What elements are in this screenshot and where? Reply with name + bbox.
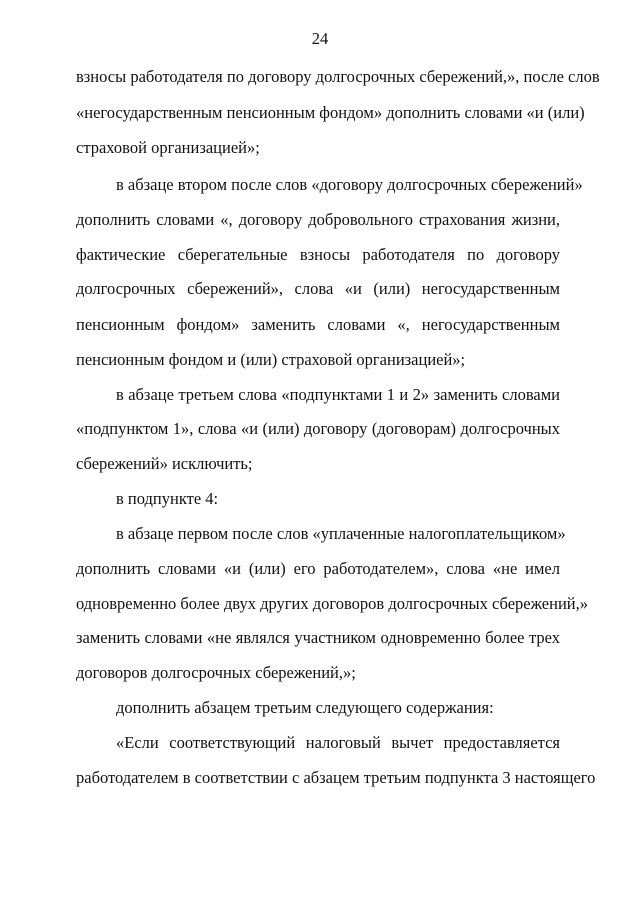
document-line: дополнить словами «и (или) его работодателем», слова «не имел bbox=[76, 559, 560, 578]
document-line: взносы работодателя по договору долгосрочных сбережений,», после слов bbox=[76, 67, 600, 86]
document-line: сбережений» исключить; bbox=[76, 454, 253, 473]
document-line: фактические сберегательные взносы работодателя по договору bbox=[76, 245, 560, 264]
document-line: дополнить абзацем третьим следующего содержания: bbox=[116, 698, 494, 717]
document-line: в абзаце первом после слов «уплаченные налогоплательщиком» bbox=[116, 524, 566, 543]
document-line: одновременно более двух других договоров долгосрочных сбережений,» bbox=[76, 594, 588, 613]
document-line: пенсионным фондом и (или) страховой организацией»; bbox=[76, 350, 466, 369]
document-line: работодателем в соответствии с абзацем третьим подпункта 3 настоящего bbox=[76, 768, 596, 787]
page-number: 24 bbox=[311, 29, 329, 48]
document-line: в абзаце втором после слов «договору долгосрочных сбережений» bbox=[116, 175, 583, 194]
document-line: в подпункте 4: bbox=[116, 489, 219, 508]
document-line: «подпунктом 1», слова «и (или) договору (договорам) долгосрочных bbox=[76, 419, 560, 438]
document-line: договоров долгосрочных сбережений,»; bbox=[76, 663, 356, 682]
document-line: долгосрочных сбережений», слова «и (или) негосударственным bbox=[76, 279, 560, 298]
document-line: «негосударственным пенсионным фондом» дополнить словами «и (или) bbox=[76, 103, 585, 122]
document-line: пенсионным фондом» заменить словами «, негосударственным bbox=[76, 315, 560, 334]
document-line: страховой организацией»; bbox=[76, 138, 260, 157]
document-line: в абзаце третьем слова «подпунктами 1 и 2» заменить словами bbox=[116, 385, 560, 404]
document-line: «Если соответствующий налоговый вычет предоставляется bbox=[116, 733, 560, 752]
document-line: дополнить словами «, договору добровольного страхования жизни, bbox=[76, 210, 560, 229]
document-line: заменить словами «не являлся участником одновременно более трех bbox=[76, 628, 560, 647]
